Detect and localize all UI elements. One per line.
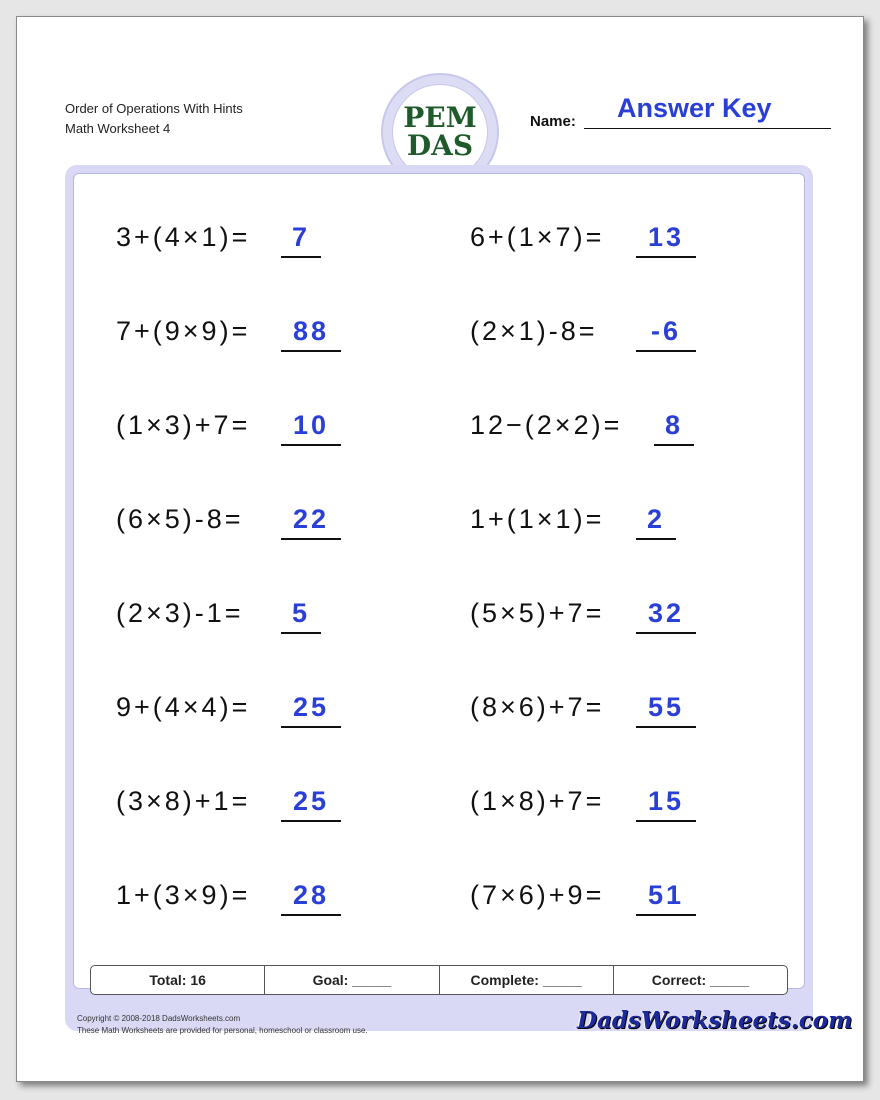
problem-expression: (5×5)+7= — [470, 598, 605, 628]
score-correct: Correct: _____ — [651, 972, 750, 988]
problem-expression: 1+(3×9)= — [116, 880, 251, 910]
answer-line — [281, 598, 321, 634]
answer-value: 88 — [292, 316, 330, 346]
logo-line-1: PEM — [403, 101, 477, 134]
copyright-notice — [77, 1013, 368, 1037]
name-label: Name: — [530, 113, 576, 130]
problem-expression: 9+(4×4)= — [116, 692, 251, 722]
answer-line — [636, 316, 696, 352]
answer-line — [281, 880, 341, 916]
copyright-line: Copyright © 2008-2018 DadsWorksheets.com — [77, 1014, 241, 1023]
score-goal: Goal: _____ — [265, 966, 439, 994]
problem-expression: 3+(4×1)= — [116, 222, 251, 252]
answer-value: 15 — [647, 786, 685, 816]
problem-expression: (1×8)+7= — [470, 786, 605, 816]
problem-expression: (8×6)+7= — [470, 692, 605, 722]
problem-expression: (2×1)-8= — [470, 316, 598, 346]
answer-line — [636, 692, 696, 728]
problem-expression: (3×8)+1= — [116, 786, 251, 816]
answer-line — [281, 504, 341, 540]
brand-logo: DadsWorksheets.com — [577, 1007, 853, 1034]
answer-line — [281, 786, 341, 822]
answer-value: 22 — [292, 504, 330, 534]
problem-expression: 12−(2×2)= — [470, 410, 623, 440]
problem-expression: (2×3)-1= — [116, 598, 244, 628]
answer-value: 28 — [292, 880, 330, 910]
answer-value: 7 — [291, 222, 311, 252]
problems-panel — [73, 173, 805, 989]
answer-value: -6 — [650, 316, 681, 346]
worksheet-subtitle: Math Worksheet 4 — [65, 121, 171, 136]
answer-value: 25 — [292, 692, 330, 722]
problems-frame — [65, 165, 853, 1035]
answer-value: 5 — [291, 598, 311, 628]
problem-expression: 7+(9×9)= — [116, 316, 251, 346]
answer-line — [636, 880, 696, 916]
worksheet-page — [16, 16, 864, 1082]
worksheet-title: Order of Operations With Hints — [65, 101, 243, 116]
answer-value: 55 — [647, 692, 685, 722]
problem-expression: (1×3)+7= — [116, 410, 251, 440]
name-value: Answer Key — [617, 93, 772, 123]
worksheet-title-block — [65, 99, 243, 139]
problem-expression: 1+(1×1)= — [470, 504, 605, 534]
answer-value: 8 — [664, 410, 684, 440]
answer-line — [636, 786, 696, 822]
answer-value: 2 — [646, 504, 666, 534]
usage-line: These Math Worksheets are provided for personal, homeschool or classroom use. — [77, 1026, 368, 1035]
answer-line — [636, 222, 696, 258]
answer-value: 32 — [647, 598, 685, 628]
score-table — [90, 965, 788, 995]
problem-expression: (6×5)-8= — [116, 504, 244, 534]
name-underline — [584, 128, 831, 129]
name-field — [530, 89, 832, 129]
answer-value: 10 — [292, 410, 330, 440]
problem-expression: (7×6)+9= — [470, 880, 605, 910]
answer-line — [636, 504, 676, 540]
answer-line — [281, 692, 341, 728]
answer-value: 25 — [292, 786, 330, 816]
problem-expression: 6+(1×7)= — [470, 222, 605, 252]
score-total: Total: 16 — [91, 966, 265, 994]
answer-line — [281, 316, 341, 352]
answer-value: 13 — [647, 222, 685, 252]
score-complete: Complete: _____ — [440, 966, 614, 994]
answer-line — [636, 598, 696, 634]
answer-line — [281, 222, 321, 258]
logo-line-2: DAS — [406, 129, 474, 162]
answer-line — [281, 410, 341, 446]
answer-line — [654, 410, 694, 446]
answer-value: 51 — [647, 880, 685, 910]
